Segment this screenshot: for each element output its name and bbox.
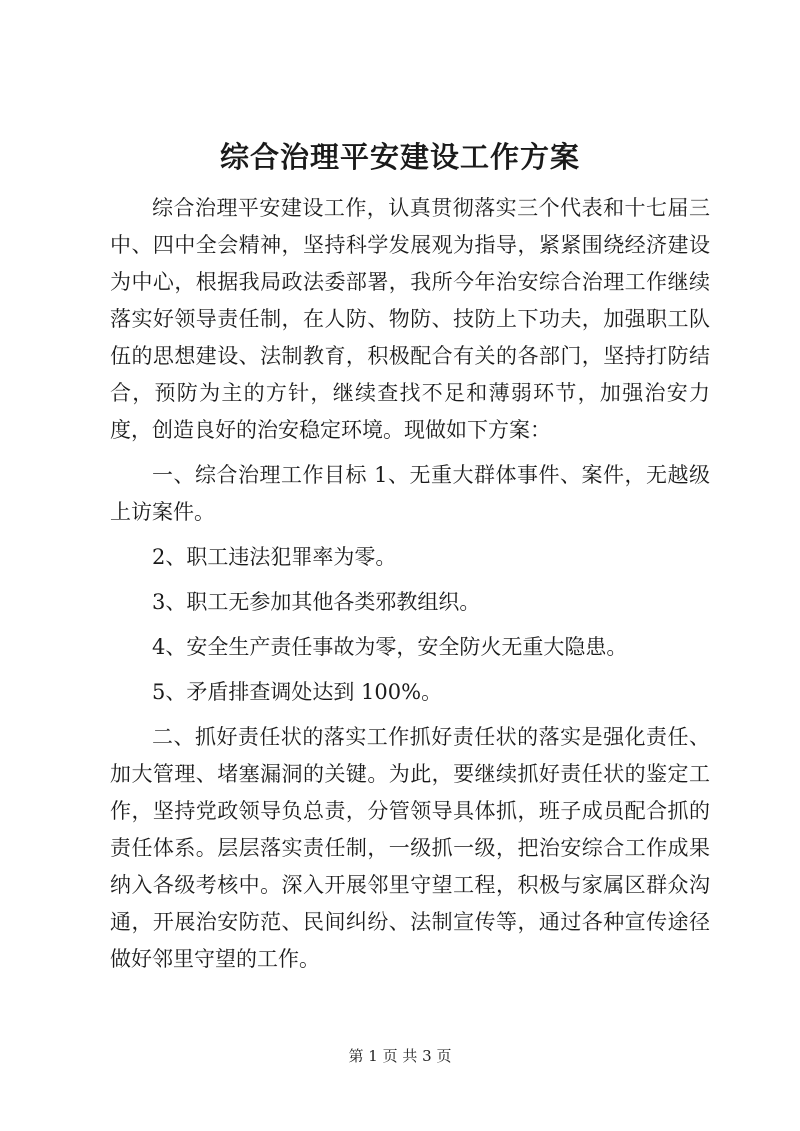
paragraph-goal-3: 3、职工无参加其他各类邪教组织。 <box>152 590 481 614</box>
document-title: 综合治理平安建设工作方案 <box>219 140 580 174</box>
paragraph-goal-4: 4、安全生产责任事故为零，安全防火无重大隐患。 <box>152 635 628 659</box>
paragraph-goal-1: 一、综合治理工作目标 1、无重大群体事件、案件，无越级上访案件。 <box>110 463 710 524</box>
paragraph-goal-2: 2、职工违法犯罪率为零。 <box>152 545 397 569</box>
paragraph-goal-5: 5、矛盾排查调处达到 100%。 <box>152 680 443 704</box>
paragraph-section-2: 二、抓好责任状的落实工作抓好责任状的落实是强化责任、加大管理、堵塞漏洞的关键。为此，要继续抓好责任状的鉴定工作，坚持党政领导负总责，分管领导具体抓，班子成员配合抓的责任体系。层层落实责任制，一级抓一级，把治安综合工作成果纳入各级考核中。深入开展邻里守望工程，积极与家属区群众沟通，开展治安防范、民间纠纷、法制宣传等，通过各种宣传途径做好邻里守望的工作。 <box>110 725 710 971</box>
page-footer: 第 1 页 共 3 页 <box>348 1047 452 1065</box>
document-body <box>110 190 710 978</box>
paragraph-intro: 综合治理平安建设工作，认真贯彻落实三个代表和十七届三中、四中全会精神，坚持科学发展观为指导，紧紧围绕经济建设为中心，根据我局政法委部署，我所今年治安综合治理工作继续落实好领导责任制，在人防、物防、技防上下功夫，加强职工队伍的思想建设、法制教育，积极配合有关的各部门，坚持打防结合，预防为主的方针，继续查找不足和薄弱环节，加强治安力度，创造良好的治安稳定环境。现做如下方案： <box>110 196 710 442</box>
